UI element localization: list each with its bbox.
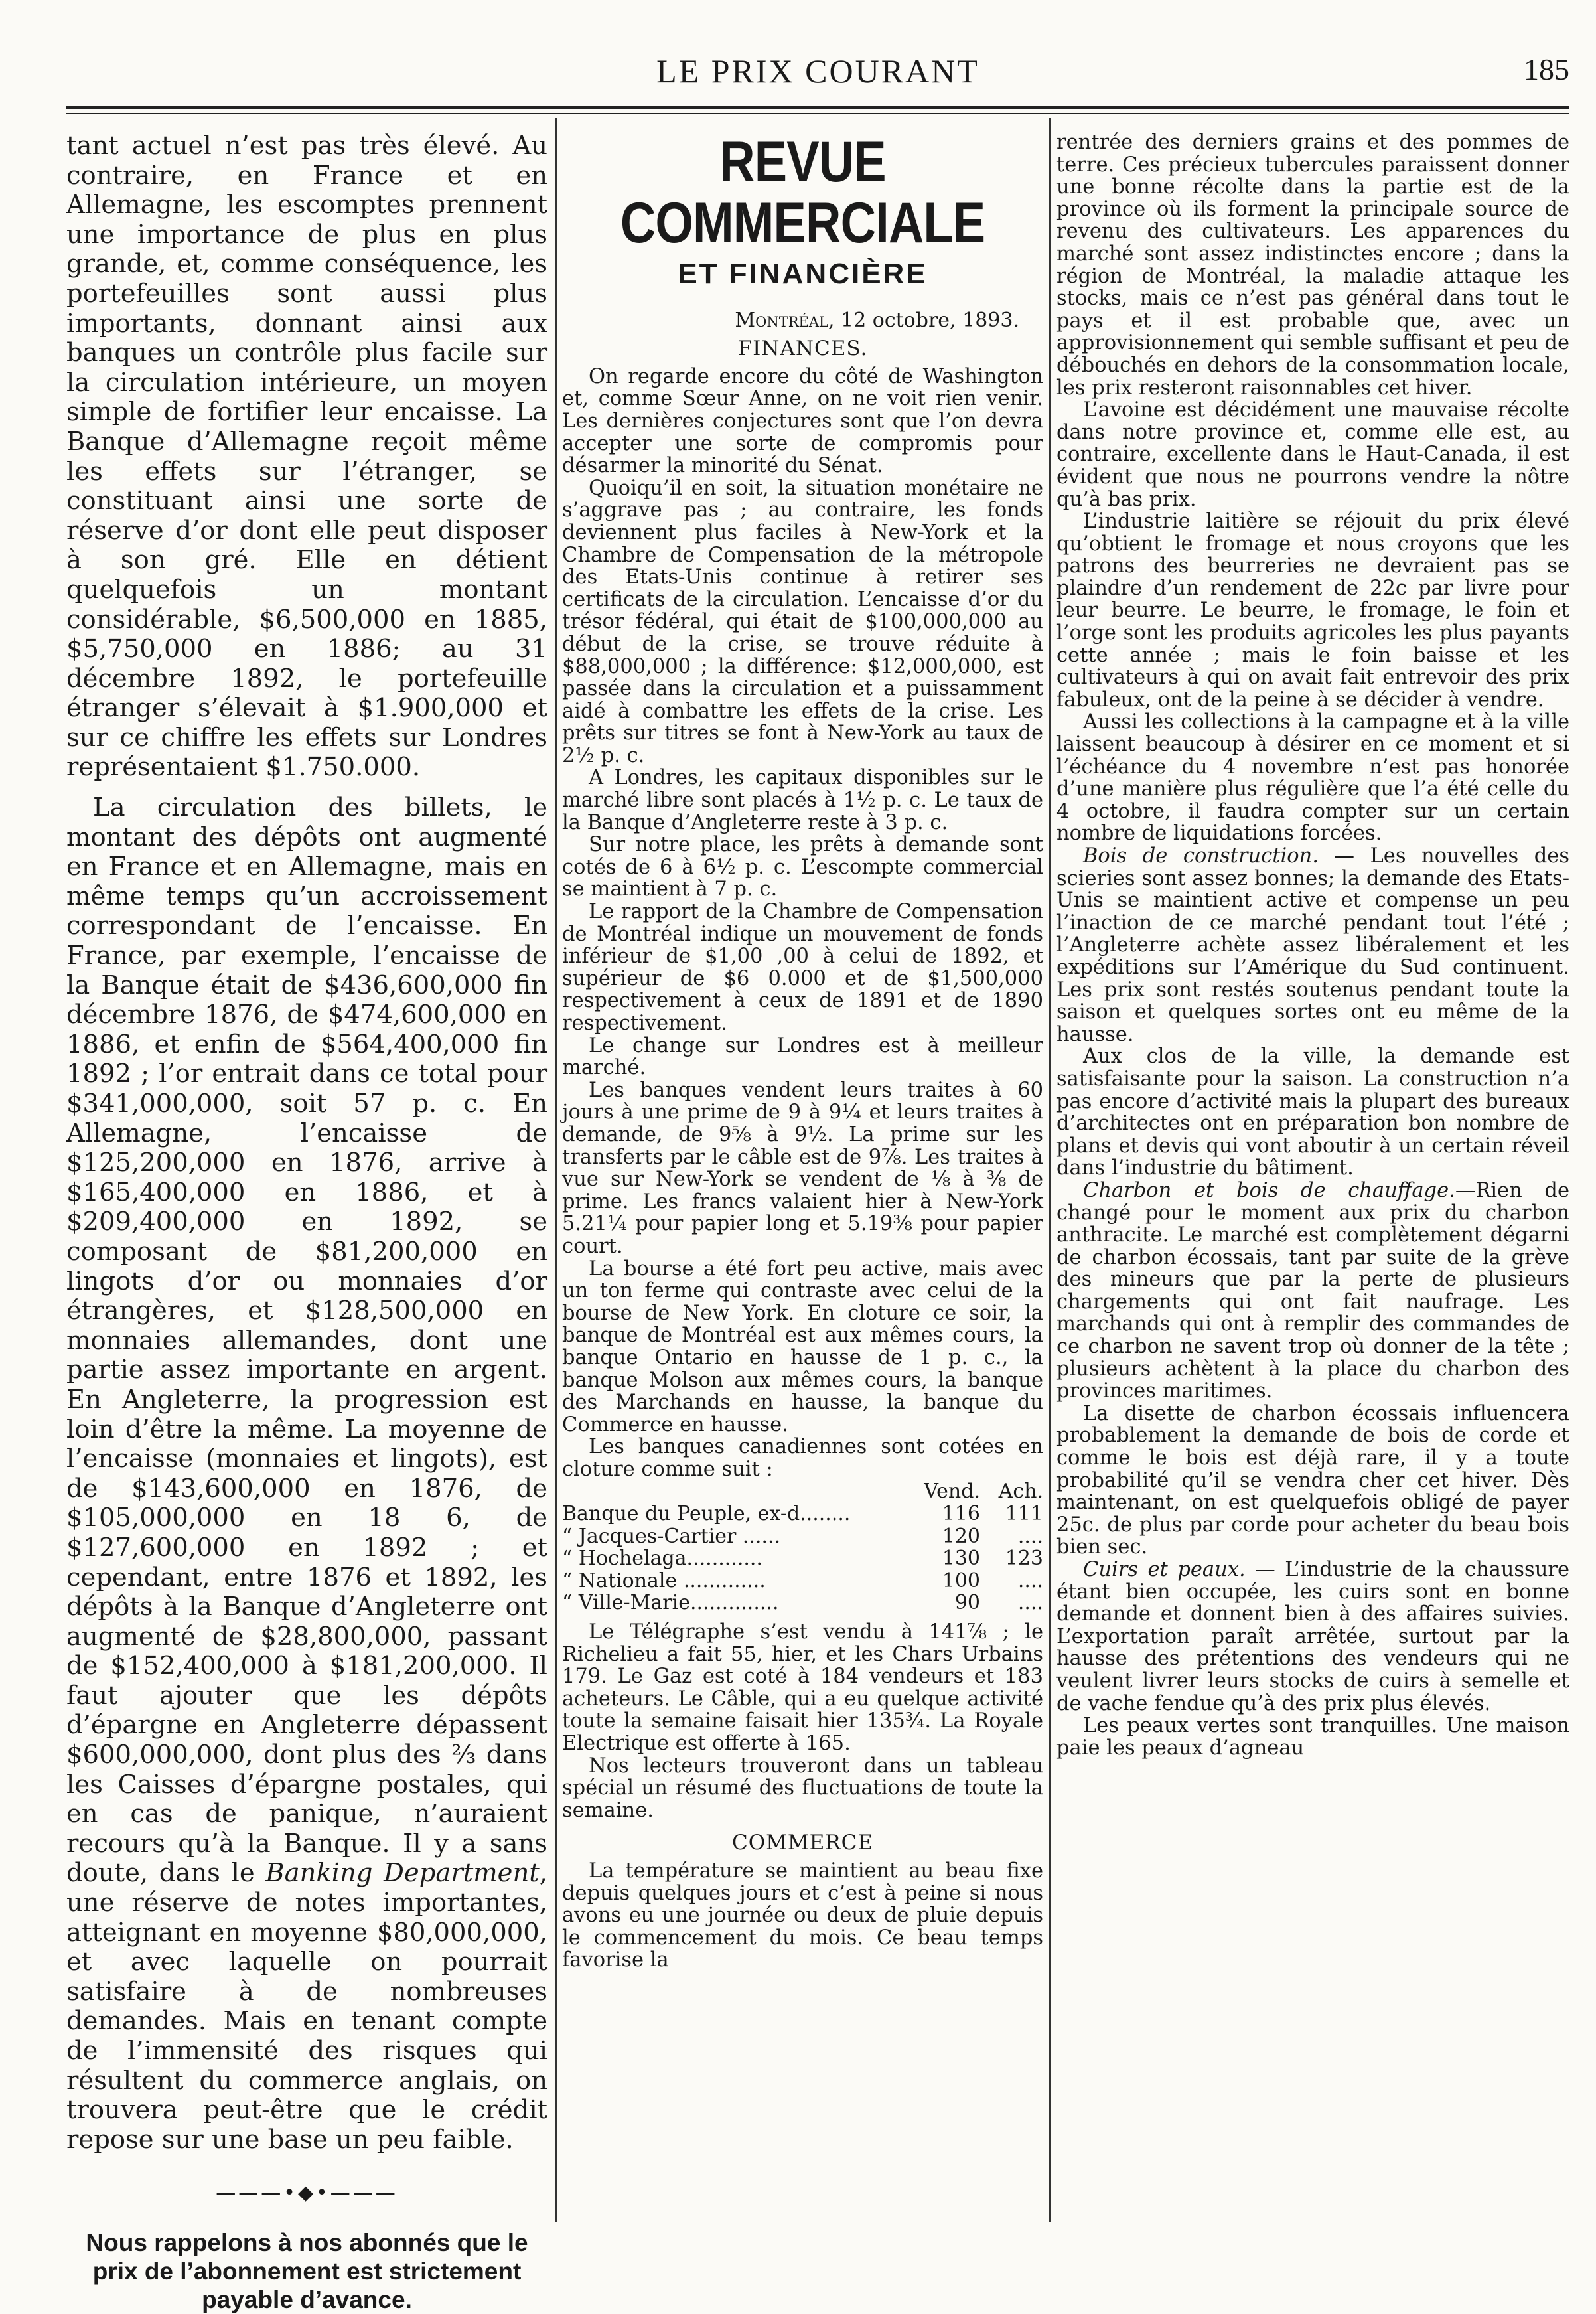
cuirs-heading: Cuirs et peaux. — [1083, 1558, 1246, 1581]
masthead-subtitle: ET FINANCIÈRE — [678, 258, 928, 290]
vend-value: 120 — [942, 1524, 980, 1548]
dateline — [562, 309, 1019, 332]
vend-value: 100 — [942, 1569, 980, 1592]
commerce-paragraph — [1056, 1180, 1569, 1403]
dateline-date: 12 octobre, 1893. — [841, 308, 1019, 332]
subscription-notice: Nous rappelons à nos abonnés que le prix de l’abonnement est strictement payable d’avance. — [86, 2228, 528, 2313]
vend-value: 90 — [954, 1591, 980, 1615]
article-paragraph: tant actuel n’est pas très élevé. Au contraire, en France et en Allemagne, les escomptes prennent une importance de plus en plus grande, et, comme conséquence, les portefeuilles sont aussi plus importants, donnant ainsi aux banques un contrôle plus facile sur la circulation intérieure, un moyen simple de fortifier leur encaisse. La Banque d’Allemagne reçoit même les effets sur l’étranger, se constituant ainsi une sorte de réserve d’or dont elle peut disposer à son gré. Elle en détient quelquefois un montant considérable, $6,500,000 en 1885, $5,750,000 en 1886; au 31 décembre 1892, le portefeuille étranger s’élevait à $1.900,000 et sur ce chiffre les effets sur Londres représentaient $1.750.000. — [66, 131, 547, 783]
finance-paragraph: La bourse a été fort peu active, mais avec un ton ferme qui contraste avec celui de la bourse de New York. En cloture ce soir, la banque de Montréal est aux mêmes cours, la banque Ontario en hausse de 1 p. c., la banque Molson aux mêmes cours, la banque des Marchands en hausse, la banque du Commerce en hausse. — [562, 1257, 1043, 1436]
commerce-paragraph: Aux clos de la ville, la demande est satisfaisante pour la saison. La construction n’a pas encore d’activité mais la plupart des bureaux d’architectes ont en préparation bon nombre de plans et devis qui vont aboutir à un certain réveil dans l’industrie du bâtiment. — [1056, 1045, 1569, 1180]
header-rule-bottom — [66, 113, 1569, 114]
charbon-heading: Charbon et bois de chauffage. — [1083, 1178, 1455, 1202]
ach-value: 111 — [1005, 1502, 1043, 1526]
paragraph-text: —Rien de changé pour le moment aux prix du charbon anthracite. Le marché est complètement dégarni de charbon écossais, tant par suite de la grève des mineurs que par la perte de plusieurs chargements qui ont fait naufrage. Les marchands qui ont à remplir des commandes de ce charbon ne savent trop où donner de la tête ; plusieurs achètent à la place du charbon des provinces maritimes. — [1056, 1178, 1570, 1403]
bois-heading: Bois de construction. — [1083, 844, 1319, 868]
table-row — [562, 1503, 1043, 1525]
finance-paragraph: Sur notre place, les prêts à demande sont cotés de 6 à 6½ p. c. L’escompte commercial se maintient à 7 p. c. — [562, 833, 1043, 901]
paragraph-text: La circulation des billets, le montant des dépôts ont augmenté en France et en Allemagne, mais en même temps qu’un accroissement correspondant de l’encaisse. En France, par exemple, l’encaisse de la Banque était de $436,600,000 fin décembre 1876, de $474,600,000 en 1886, et enfin de $564,400,000 fin 1892 ; l’or entrait dans ce total pour $341,000,000, soit 57 p. c. En Allemagne, l’encaisse de $125,200,000 en 1876, arrive à $165,400,000 en 1886, et à $209,400,000 en 1892, se composant de $81,200,000 en lingots d’or ou monnaies d’or étrangères, et $128,500,000 en monnaies allemandes, dont une partie assez importante en argent. En Angleterre, la progression est loin d’être la même. La moyenne de l’encaisse (monnaies et lingots), est de $143,600,000 en 1876, de $105,000,000 en 18 6, de $127,600,000 en 1892 ; et cependant, entre 1876 et 1892, les dépôts à la Banque d’Angleterre ont augmenté de $28,800,000, passant de $152,400,000 à $181,200,000. Il faut ajouter que les dépôts d’épargne en Angleterre dépassent $600,000,000, dont plus des ⅔ dans les Caisses d’épargne postales, qui en cas de panique, n’auraient recours qu’à la Banque. Il y a sans doute, dans le — [66, 793, 547, 1889]
bank-name: “ Nationale ............. — [562, 1569, 766, 1592]
paragraph-text: — L’industrie de la chaussure étant bien occupée, les cuirs sont en bonne demande et donnent bien à des affaires suivies. L’exportation paraît arrêtée, surtout par la hausse des prétentions des vendeurs qui ne veulent livrer leurs stocks de cuirs à semelle et de vache fendue qu’à des prix plus élevés. — [1056, 1558, 1569, 1715]
ach-value: .... — [1017, 1524, 1043, 1548]
header-rule-top — [66, 106, 1569, 109]
finance-paragraph: Les banques vendent leurs traites à 60 jours à une prime de 9 à 9¼ et leurs traites à demande, de 9⅝ à 9½. La prime sur les transferts par le câble est de 9⅞. Les traites à vue sur New-York se vendent de ⅛ à ⅜ de prime. Les francs valaient hier à New-York 5.21¼ pour papier long et 5.19⅜ pour papier court. — [562, 1078, 1043, 1258]
dateline-place: Montréal, — [735, 308, 835, 332]
commerce-paragraph: L’avoine est décidément une mauvaise récolte dans notre province et, comme elle est, au contraire, excellente dans le Haut-Canada, il est évident que nous ne pourrons vendre la nôtre qu’à bas prix. — [1056, 398, 1569, 511]
column-left — [66, 131, 547, 2313]
commerce-paragraph: La disette de charbon écossais influencera probablement la demande de bois de corde et comme le bois est déjà rare, il y a toute probabilité qu’il se vendra cher cet hiver. Dès maintenant, on est quelquefois obligé de payer 25c. de plus par corde pour acheter du beau bois bien sec. — [1056, 1401, 1569, 1559]
page-number: 185 — [1524, 52, 1569, 86]
ornament-divider: ———•◆•——— — [216, 2181, 398, 2205]
commerce-paragraph: La température se maintient au beau fixe depuis quelques jours et c’est à peine si nous avons eu une journée ou deux de pluie depuis le commencement du mois. Ce beau temps favorise la — [562, 1859, 1043, 1972]
commerce-paragraph: Les peaux vertes sont tranquilles. Une maison paie les peaux d’agneau — [1056, 1714, 1569, 1760]
ach-value: .... — [1017, 1569, 1043, 1592]
finance-paragraph: A Londres, les capitaux disponibles sur le marché libre sont placés à 1½ p. c. Le taux de la Banque d’Angleterre reste à 3 p. c. — [562, 766, 1043, 834]
table-row — [562, 1525, 1043, 1548]
column-right — [1056, 131, 1569, 2215]
column-middle — [562, 131, 1043, 2215]
finance-paragraph: Quoiqu’il en soit, la situation monétaire ne s’aggrave pas ; au contraire, les fonds deviennent plus faciles à New-York et la Chambre de Compensation de la métropole des Etats-Unis continue à retirer ses certificats de la circulation. L’encaisse d’or du trésor fédéral, qui était de $100,000,000 au début de la crise, se trouve réduite à $88,000,000 ; la différence: $12,000,000, est passée dans la circulation et a puissamment aidé à combattre les effets de la crise. Les prêts sur titres se font à New-York au taux de 2½ p. c. — [562, 476, 1043, 767]
ach-value: .... — [1017, 1591, 1043, 1615]
section-heading-finances: FINANCES. — [737, 337, 868, 361]
finance-paragraph: Les banques canadiennes sont cotées en cloture comme suit : — [562, 1435, 1043, 1481]
finance-paragraph: On regarde encore du côté de Washington et, comme Sœur Anne, on ne voit rien venir. Les dernières conjectures sont que l’on devra accepter une sorte de compromis pour désarmer la minorité du Sénat. — [562, 364, 1043, 478]
finance-paragraph: Nos lecteurs trouveront dans un tableau spécial un résumé des fluctuations de toute la semaine. — [562, 1754, 1043, 1822]
finance-paragraph: Le rapport de la Chambre de Compensation de Montréal indique un mouvement de fonds inférieur de $1,00 ,00 à celui de 1892, et supérieur de $6 0.000 et de $1,500,000 respectivement à ceux de 1891 et de 1890 respectivement. — [562, 900, 1043, 1035]
bank-name: “ Jacques-Cartier ...... — [562, 1524, 781, 1548]
commerce-paragraph: Aussi les collections à la campagne et à la ville laissent beaucoup à désirer en ce moment et si l’échéance du 4 novembre n’est pas honorée d’une manière plus régulière que l’a été celle du 4 octobre, il faudra compter sur un certain nombre de liquidations forcées. — [1056, 710, 1569, 846]
table-row — [562, 1547, 1043, 1570]
commerce-paragraph — [1056, 1559, 1569, 1715]
commerce-paragraph: L’industrie laitière se réjouit du prix élevé qu’obtient le fromage et nous croyons que les patrons des beurreries ne devraient pas se plaindre d’un rendement de 22c par livre pour leur beurre. Le beurre, le fromage, le foin et l’orge sont les produits agricoles les plus payants cette année ; mais le foin baisse et les cultivateurs à qui on avait fait entrevoir des prix fabuleux, ont de la peine à se décider à vendre. — [1056, 510, 1569, 712]
table-header-row — [562, 1480, 1043, 1503]
table-row — [562, 1570, 1043, 1592]
paragraph-text: , une réserve de notes importantes, atteignant en moyenne $80,000,000, et avec laquelle on pourrait satisfaire à de nombreuses demandes. Mais en tenant compte de l’immensité des risques qui résultent du commerce anglais, on trouvera peut-être que le crédit repose sur une base un peu faible. — [66, 1858, 547, 2155]
section-heading-commerce: COMMERCE — [732, 1831, 873, 1855]
paragraph-gap — [66, 783, 547, 793]
bank-name: “ Ville-Marie.............. — [562, 1591, 779, 1615]
finance-paragraph: Le change sur Londres est à meilleur marché. — [562, 1034, 1043, 1080]
banking-department-term: Banking Department — [265, 1858, 540, 1889]
running-header — [66, 40, 1569, 113]
column-rule-2 — [1049, 118, 1051, 2222]
bank-name: Banque du Peuple, ex-d........ — [562, 1502, 851, 1526]
paragraph-text: — Les nouvelles des scieries sont assez bonnes; la demande des Etats-Unis se maintient active et compense un peu l’inaction de ce marché pendant tout l’été ; l’Angleterre achète assez libéralement et les expéditions sur l’Amérique du Sud continuent. Les prix sont restés soutenus pendant toute la saison et quelques sortes ont eu même de la hausse. — [1056, 844, 1569, 1046]
finance-paragraph: Le Télégraphe s’est vendu à 141⅞ ; le Richelieu a fait 55, hier, et les Chars Urbains 179. Le Gaz est coté à 184 vendeurs et 183 acheteurs. Le Câble, qui a eu quelque activité toute la semaine faisait hier 135¾. La Royale Electrique est offerte à 165. — [562, 1620, 1043, 1755]
commerce-paragraph: rentrée des derniers grains et des pommes de terre. Ces précieux tubercules paraissent donner une bonne récolte dans la partie est de la province où ils forment la principale source de revenu des cultivateurs. Les apparences du marché sont assez indistinctes encore ; dans la région de Montréal, la maladie attaque les stocks, mais ce n’est pas général dans tout le pays et il est probable que, avec un approvisionnement qui semble suffisant et peu de débouchés en dehors de la consommation locale, les prix resteront raisonnables cet hiver. — [1056, 131, 1569, 400]
ach-value: 123 — [1005, 1547, 1043, 1571]
vend-value: 116 — [942, 1502, 980, 1526]
header-vend: Vend. — [924, 1480, 980, 1504]
running-title: LE PRIX COURANT — [656, 52, 979, 90]
table-row — [562, 1592, 1043, 1614]
bank-quotes-table — [562, 1480, 1043, 1614]
bank-name: “ Hochelaga............ — [562, 1547, 762, 1571]
header-ach: Ach. — [998, 1480, 1043, 1504]
article-paragraph — [66, 793, 547, 2155]
commerce-paragraph — [1056, 845, 1569, 1045]
masthead: REVUE COMMERCIALE — [620, 130, 985, 255]
vend-value: 130 — [942, 1547, 980, 1571]
column-rule-1 — [555, 118, 557, 2222]
